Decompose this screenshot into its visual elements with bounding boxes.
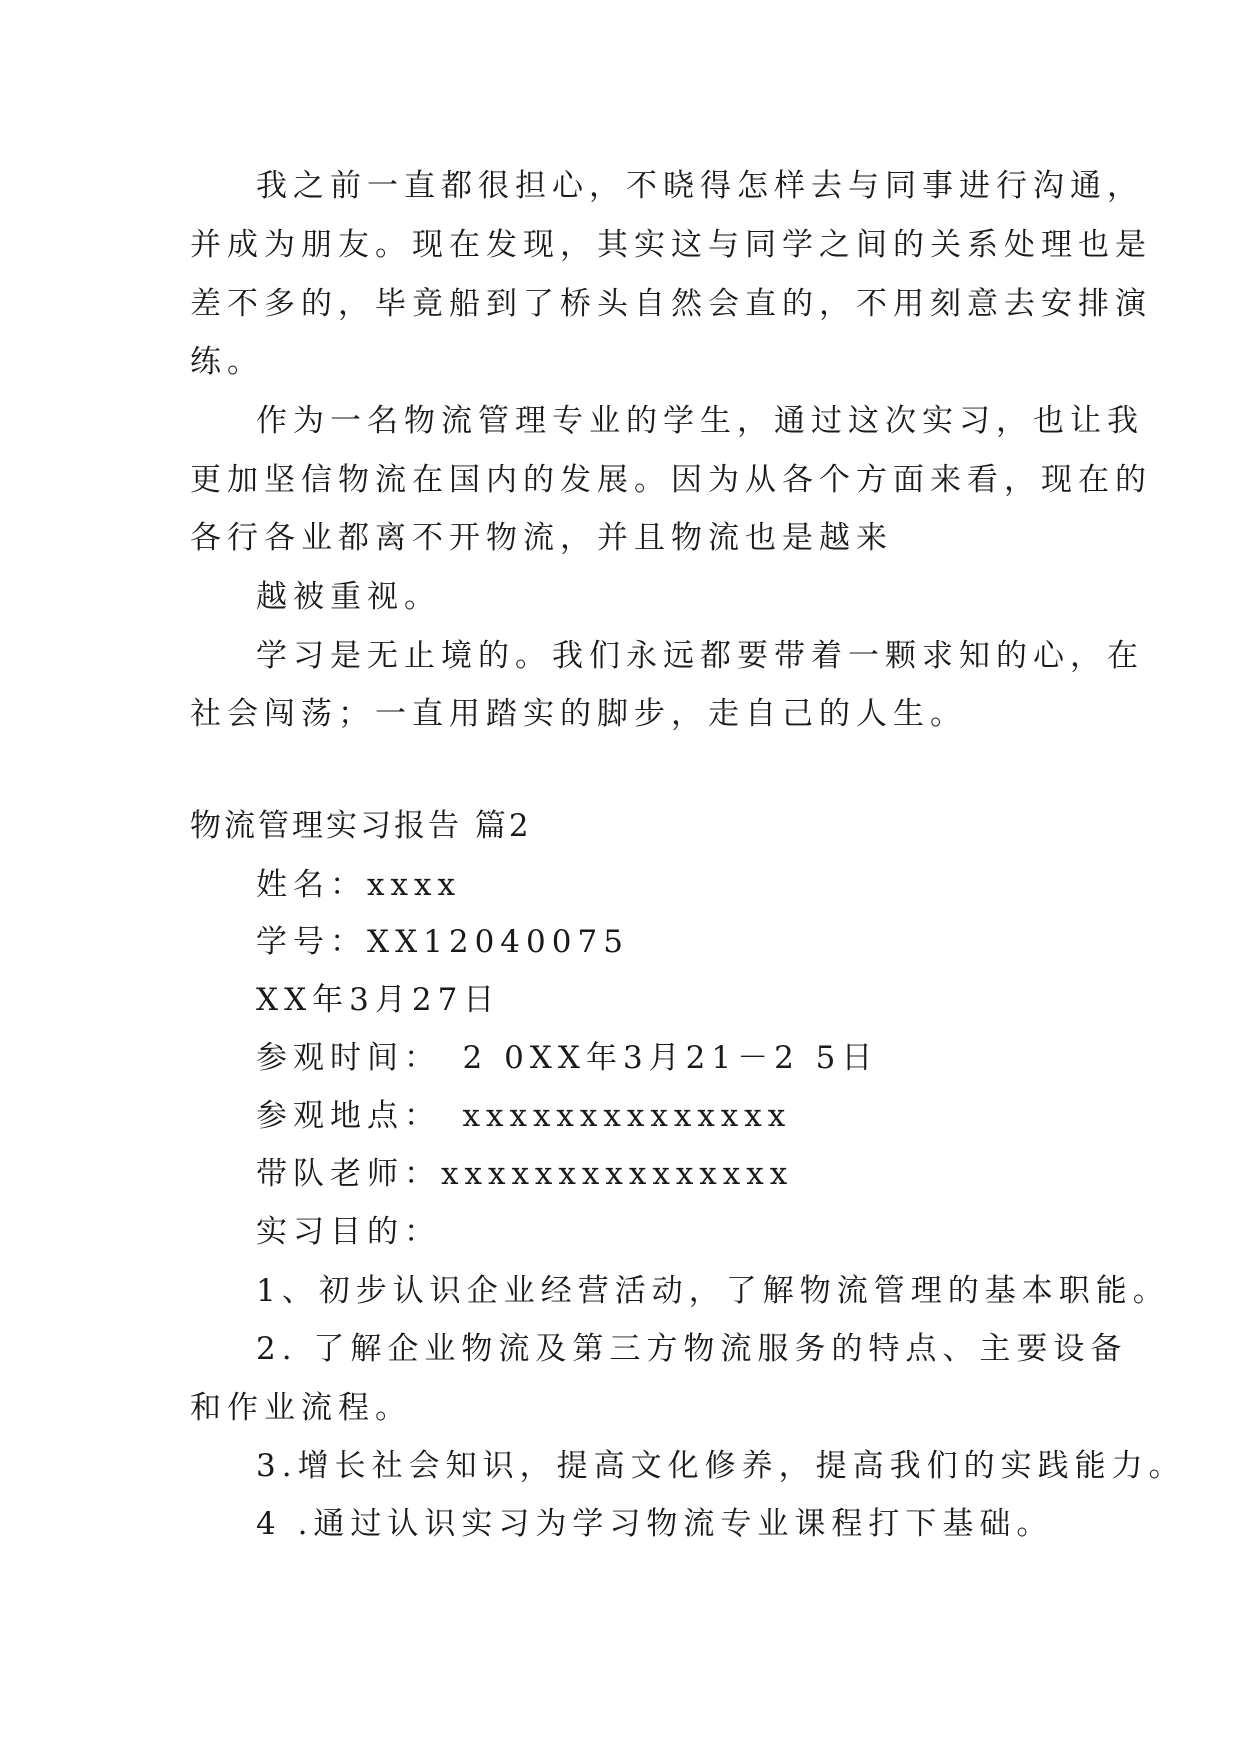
student-name: 姓名：xxxx — [256, 867, 461, 903]
paragraph-line: 社会闯荡；一直用踏实的脚步，走自己的人生。 — [190, 696, 967, 732]
paragraph-line: 各行各业都离不开物流，并且物流也是越来 — [190, 520, 893, 556]
paragraph-line: 作为一名物流管理专业的学生，通过这次实习，也让我 — [256, 403, 1144, 439]
paragraph-line: 学习是无止境的。我们永远都要带着一颗求知的心，在 — [256, 638, 1144, 674]
visit-place: 参观地点： xxxxxxxxxxxxxx — [256, 1098, 792, 1134]
paragraph-line: 我之前一直都很担心，不晓得怎样去与同事进行沟通， — [256, 168, 1144, 204]
paragraph-line: 越被重视。 — [256, 579, 441, 615]
purpose-item: 和作业流程。 — [190, 1390, 412, 1426]
purpose-label: 实习目的： — [256, 1214, 441, 1250]
purpose-item: 4 .通过认识实习为学习物流专业课程打下基础。 — [256, 1506, 1054, 1542]
teacher: 带队老师：xxxxxxxxxxxxxxx — [256, 1156, 794, 1192]
paragraph-line: 并成为朋友。现在发现，其实这与同学之间的关系处理也是 — [190, 227, 1152, 263]
purpose-item: 2. 了解企业物流及第三方物流服务的特点、主要设备 — [256, 1331, 1128, 1367]
visit-time: 参观时间： 2 0XX年3月21－2 5日 — [256, 1040, 879, 1076]
paragraph-line: 差不多的，毕竟船到了桥头自然会直的，不用刻意去安排演 — [190, 286, 1152, 322]
report-date: XX年3月27日 — [256, 982, 501, 1018]
purpose-item: 3.增长社会知识，提高文化修养，提高我们的实践能力。 — [256, 1448, 1186, 1484]
section-title: 物流管理实习报告 篇2 — [190, 808, 532, 844]
student-id: 学号：XX12040075 — [256, 924, 629, 960]
purpose-item: 1、初步认识企业经营活动，了解物流管理的基本职能。 — [256, 1273, 1170, 1309]
paragraph-line: 练。 — [190, 344, 264, 380]
paragraph-line: 更加坚信物流在国内的发展。因为从各个方面来看，现在的 — [190, 462, 1152, 498]
